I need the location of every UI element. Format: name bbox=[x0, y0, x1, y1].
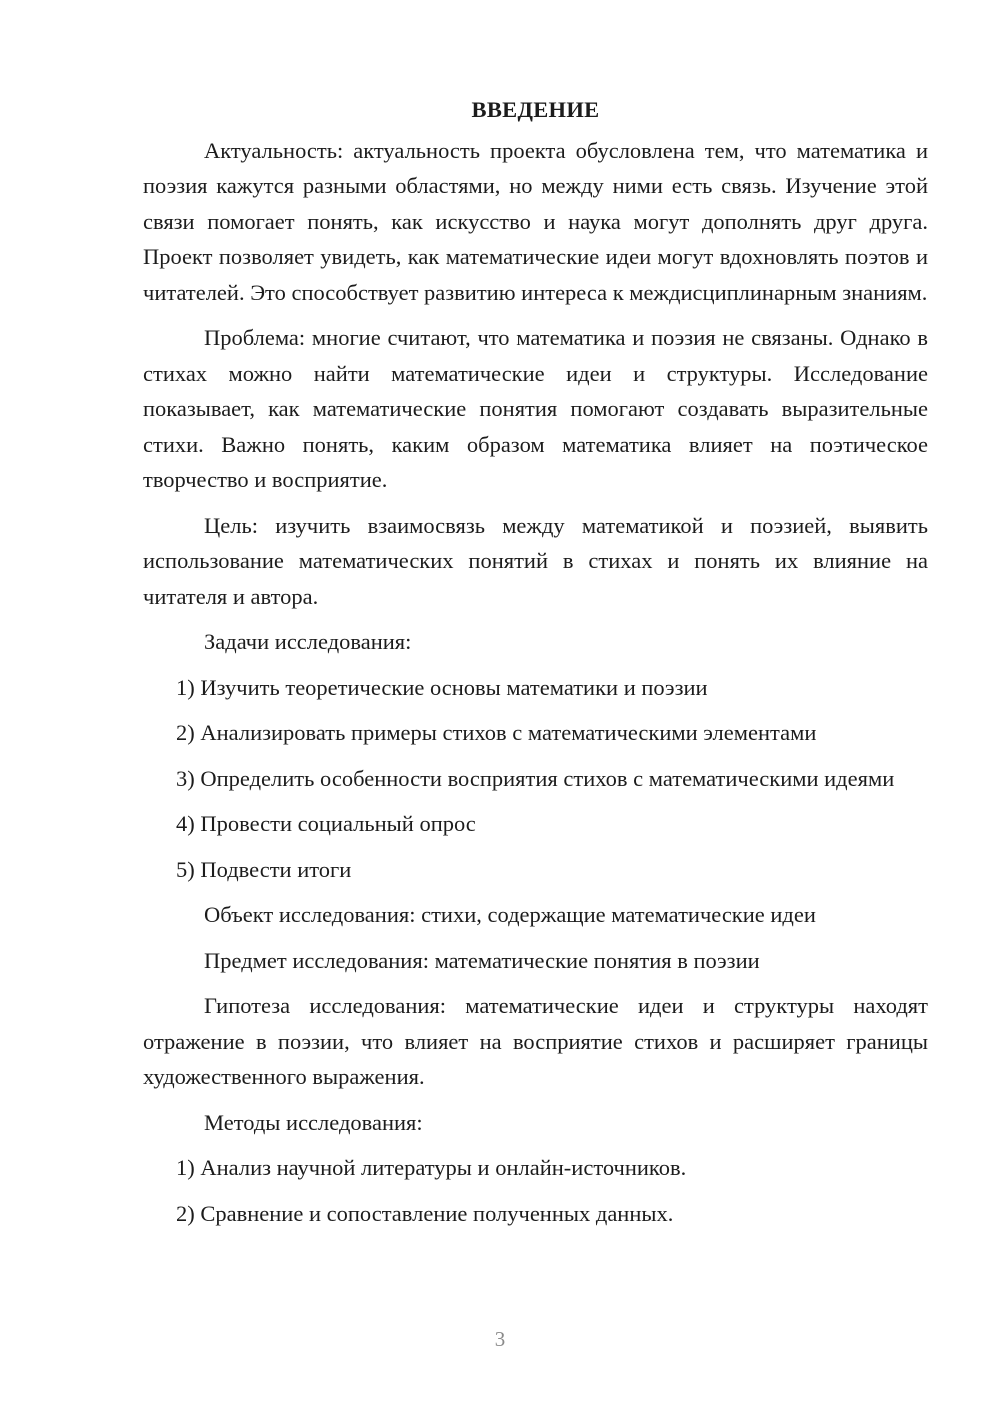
relevance-paragraph: Актуальность: актуальность проекта обусловлена тем, что математика и поэзия кажутся разными областями, но между ними есть связь. Изучение этой связи помогает понять, как искусство и наука могут дополнять друг друга. Проект позволяет увидеть, как математические идеи могут вдохновлять поэтов и читателей. Это способствует развитию интереса к междисциплинарным знаниям. bbox=[143, 137, 928, 305]
document-page bbox=[143, 92, 928, 1241]
task-item: 3) Определить особенности восприятия стихов с математическими идеями bbox=[176, 765, 895, 791]
tasks-heading: Задачи исследования: bbox=[204, 629, 412, 654]
task-item: 1) Изучить теоретические основы математики и поэзии bbox=[176, 674, 708, 700]
task-item: 5) Подвести итоги bbox=[176, 856, 352, 882]
method-item: 1) Анализ научной литературы и онлайн-источников. bbox=[176, 1155, 687, 1180]
method-item: 2) Сравнение и сопоставление полученных данных. bbox=[176, 1200, 674, 1226]
task-item: 2) Анализировать примеры стихов с математическими элементами bbox=[176, 720, 817, 745]
task-item: 4) Провести социальный опрос bbox=[176, 811, 476, 836]
problem-paragraph: Проблема: многие считают, что математика и поэзия не связаны. Однако в стихах можно найти математические идеи и структуры. Исследование показывает, как математические понятия помогают создавать выразительные стихи. Важно понять, каким образом математика влияет на поэтическое творчество и восприятие. bbox=[143, 325, 928, 492]
hypothesis-paragraph: Гипотеза исследования: математические идеи и структуры находят отражение в поэзии, что влияет на восприятие стихов и расширяет границы художественного выражения. bbox=[143, 993, 928, 1089]
section-title: ВВЕДЕНИЕ bbox=[471, 97, 600, 122]
goal-paragraph: Цель: изучить взаимосвязь между математикой и поэзией, выявить использование математических понятий в стихах и понять их влияние на читателя и автора. bbox=[143, 512, 928, 609]
research-subject: Предмет исследования: математические понятия в поэзии bbox=[204, 947, 760, 973]
methods-heading: Методы исследования: bbox=[204, 1109, 423, 1135]
page-number: 3 bbox=[494, 1327, 506, 1351]
research-object: Объект исследования: стихи, содержащие математические идеи bbox=[204, 902, 816, 927]
